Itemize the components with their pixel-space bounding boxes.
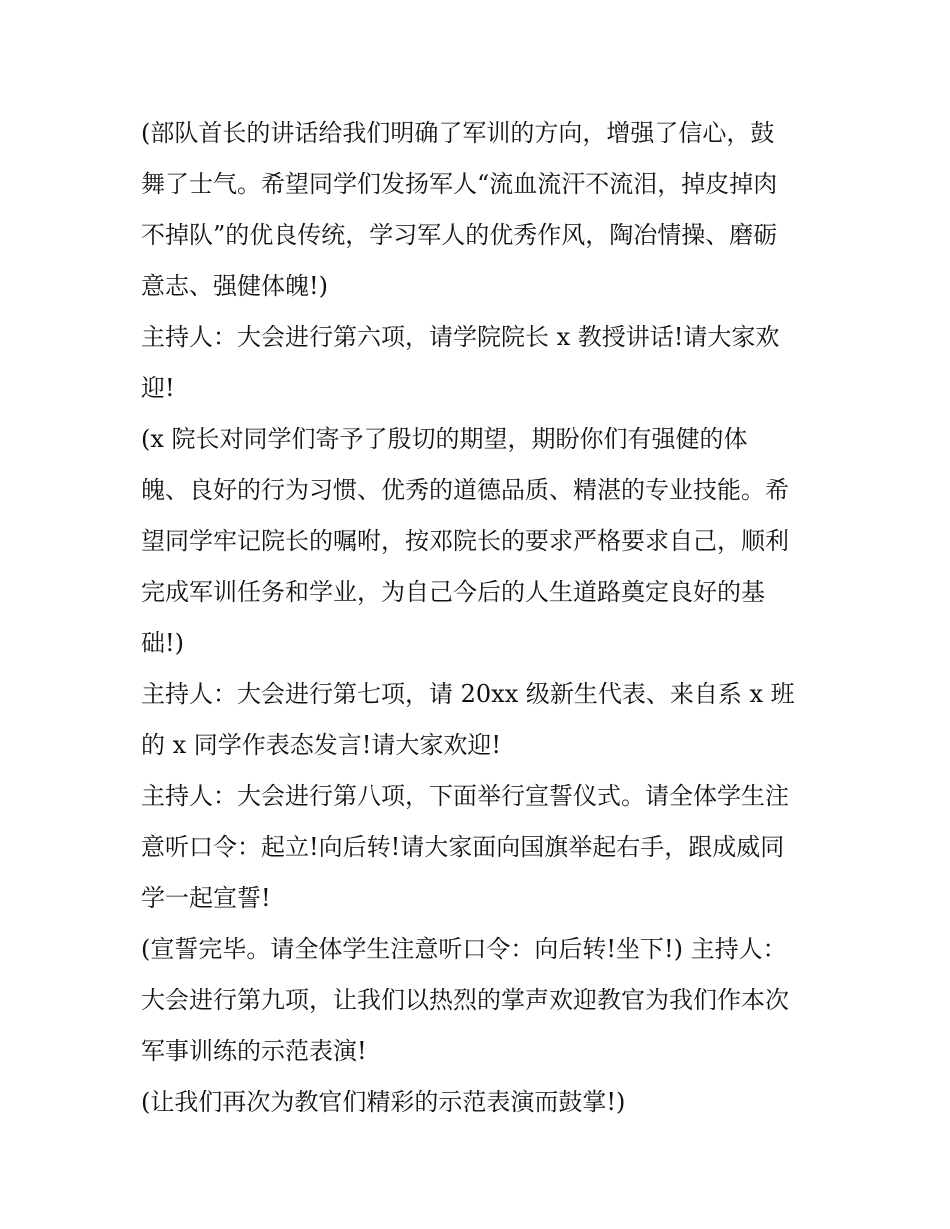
text-line: 础!) [141, 629, 185, 657]
text-line: 迎! [141, 374, 175, 402]
text-line: 舞了士气。希望同学们发扬军人“流血流汗不流泪，掉皮掉肉 [141, 170, 778, 198]
text-line: 主持人：大会进行第七项，请 20xx 级新生代表、来自系 x 班 [141, 680, 795, 708]
document-body [141, 108, 821, 1128]
text-line: 意听口令：起立!向后转!请大家面向国旗举起右手，跟成威同 [141, 833, 785, 861]
text-line: 望同学牢记院长的嘱咐，按邓院长的要求严格要求自己，顺利 [141, 527, 789, 555]
text-line: (宣誓完毕。请全体学生注意听口令：向后转!坐下!) 主持人： [141, 935, 787, 963]
text-line: 完成军训任务和学业，为自己今后的人生道路奠定良好的基 [141, 578, 765, 606]
text-line: (部队首长的讲话给我们明确了军训的方向，增强了信心，鼓 [141, 119, 775, 147]
text-line: 不掉队”的优良传统，学习军人的优秀作风，陶冶情操、磨砺 [141, 221, 778, 249]
text-line: 魄、良好的行为习惯、优秀的道德品质、精湛的专业技能。希 [141, 476, 789, 504]
text-line: 学一起宣誓! [141, 884, 271, 912]
text-line: (x 院长对同学们寄予了殷切的期望，期盼你们有强健的体 [141, 425, 748, 453]
text-line: 大会进行第九项，让我们以热烈的掌声欢迎教官为我们作本次 [141, 986, 789, 1014]
text-line: 主持人：大会进行第六项，请学院院长 x 教授讲话!请大家欢 [141, 323, 780, 351]
text-line: 的 x 同学作表态发言!请大家欢迎! [141, 731, 502, 759]
text-line: 军事训练的示范表演! [141, 1037, 367, 1065]
text-line: (让我们再次为教官们精彩的示范表演而鼓掌!) [141, 1088, 626, 1116]
text-line: 意志、强健体魄!) [141, 272, 329, 300]
text-line: 主持人：大会进行第八项，下面举行宣誓仪式。请全体学生注 [141, 782, 789, 810]
